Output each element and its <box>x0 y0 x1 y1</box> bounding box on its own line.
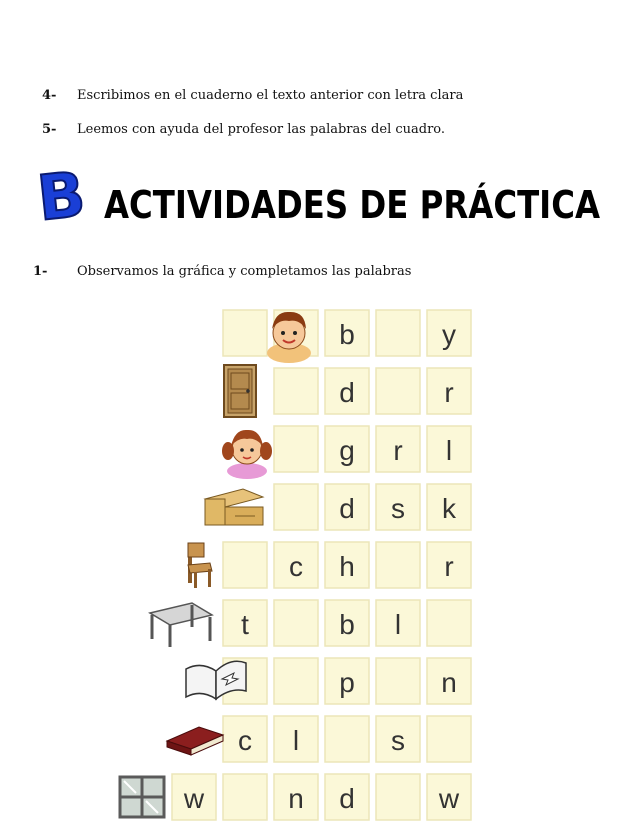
word-row <box>223 310 471 363</box>
window-icon <box>120 777 164 817</box>
instruction-number: 5- <box>42 122 57 137</box>
word-row <box>224 365 471 417</box>
tile-letter: c <box>238 725 252 756</box>
word-row <box>167 716 471 762</box>
tile-letter: d <box>339 377 355 408</box>
word-row <box>120 774 471 820</box>
instruction-4 <box>0 88 638 104</box>
blank-tile[interactable] <box>274 484 318 530</box>
table-icon <box>150 603 212 647</box>
chair-icon <box>188 543 212 588</box>
blank-tile[interactable] <box>376 542 420 588</box>
blank-tile[interactable] <box>274 600 318 646</box>
blank-tile[interactable] <box>325 716 369 762</box>
tile-letter: p <box>339 667 355 698</box>
blank-tile[interactable] <box>376 368 420 414</box>
girl-icon <box>222 430 272 479</box>
word-row <box>222 426 471 479</box>
tile-letter: s <box>391 725 405 756</box>
blank-tile[interactable] <box>274 426 318 472</box>
tile-letter: w <box>438 783 460 814</box>
blank-tile[interactable] <box>376 658 420 704</box>
word-row <box>205 484 471 530</box>
tile-letter: s <box>391 493 405 524</box>
exercise-1 <box>0 264 638 280</box>
blank-tile[interactable] <box>376 774 420 820</box>
word-row <box>188 542 471 588</box>
exercise-text: Observamos la gráfica y completamos las palabras <box>77 264 412 279</box>
tile-letter: d <box>339 493 355 524</box>
tile-letter: l <box>394 609 402 640</box>
tile-letter: b <box>339 609 355 640</box>
blank-tile[interactable] <box>274 658 318 704</box>
blank-tile[interactable] <box>427 600 471 646</box>
tile-letter: l <box>445 435 453 466</box>
instruction-text: Leemos con ayuda del profesor las palabras del cuadro. <box>77 122 446 137</box>
tile-letter: r <box>444 377 454 408</box>
tile-letter: r <box>444 551 454 582</box>
tile-letter: h <box>339 551 355 582</box>
exercise-number: 1- <box>33 264 48 279</box>
instruction-number: 4- <box>42 88 57 103</box>
tile-letter: n <box>441 667 457 698</box>
instruction-text: Escribimos en el cuaderno el texto anterior con letra clara <box>77 88 464 103</box>
blank-tile[interactable] <box>274 368 318 414</box>
blank-tile[interactable] <box>427 716 471 762</box>
tile-letter: g <box>339 435 355 466</box>
tile-letter: b <box>339 319 355 350</box>
section-letter: B <box>33 157 89 235</box>
word-row <box>150 600 471 647</box>
tile-letter: y <box>442 319 456 350</box>
word-row <box>186 658 471 704</box>
desk-icon <box>205 489 263 525</box>
word-completion-grid <box>120 295 480 815</box>
tile-letter: r <box>393 435 403 466</box>
blank-tile[interactable] <box>223 542 267 588</box>
blank-tile[interactable] <box>223 774 267 820</box>
tile-letter: w <box>183 783 205 814</box>
door-icon <box>224 365 256 417</box>
tile-letter: t <box>241 609 249 640</box>
section-heading <box>33 150 610 240</box>
tile-letter: n <box>288 783 304 814</box>
blank-tile[interactable] <box>376 310 420 356</box>
section-title: ACTIVIDADES DE PRÁCTICA <box>104 183 601 227</box>
tile-letter: k <box>442 493 456 524</box>
instruction-5 <box>0 122 638 138</box>
tile-letter: d <box>339 783 355 814</box>
grid-canvas <box>120 295 480 815</box>
tile-letter: l <box>292 725 300 756</box>
blank-tile[interactable] <box>223 310 267 356</box>
book-closed-icon <box>167 727 223 755</box>
tile-letter: c <box>289 551 303 582</box>
